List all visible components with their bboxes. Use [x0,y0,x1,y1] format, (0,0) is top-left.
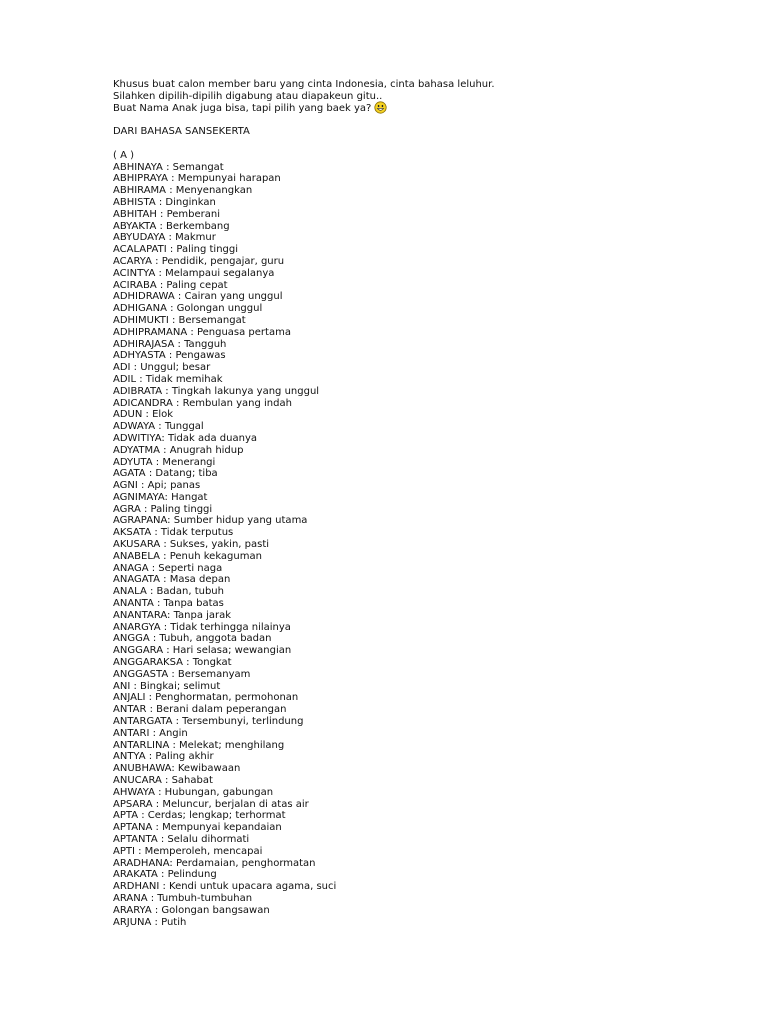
entry-line: AKUSARA : Sukses, yakin, pasti [113,539,270,551]
entry-line: ADHIDRAWA : Cairan yang unggul [113,291,283,303]
entry-line: APTANTA : Selalu dihormati [113,834,250,845]
entry-line: ANARGYA : Tidak terhingga nilainya [113,621,291,633]
entry-line: ANAGA : Seperti naga [113,562,223,574]
entry-line: AGNIMAYA: Hangat [113,491,208,503]
entry-line: ADHIRAJASA : Tangguh [113,338,227,350]
entry-line: ANALA : Badan, tubuh [113,586,224,598]
entry-line: AGATA : Datang; tiba [113,468,218,480]
entry-line: AHWAYA : Hubungan, gabungan [113,786,274,798]
entry-line: ARDHANI : Kendi untuk upacara agama, suci [113,881,337,893]
entry-line: AKSATA : Tidak terputus [113,527,234,539]
entry-line: ANGGASTA : Bersemanyam [113,668,251,680]
entry-line: ABHITAH : Pemberani [113,208,221,220]
entry-line: ADHIMUKTI : Bersemangat [113,314,246,326]
entry-line: APTANA : Mempunyai kepandaian [113,822,282,834]
intro-line-3-text: Buat Nama Anak juga bisa, tapi pilih yang baek ya? [113,102,372,114]
entry-line: ADI : Unggul; besar [113,362,211,374]
entry-line: ANTAR : Berani dalam peperangan [113,704,287,716]
entry-line: AGRAPANA: Sumber hidup yang utama [113,515,308,527]
entry-line: ANJALI : Penghormatan, permohonan [113,692,299,704]
entry-line: ANAGATA : Masa depan [113,574,231,586]
entry-line: ANUCARA : Sahabat [113,775,213,787]
intro-line-2: Silahken dipilih-dipilih digabung atau diapakeun gitu.. [113,90,383,102]
entry-line: APTI : Memperoleh, mencapai [113,845,263,857]
entry-line: ADWAYA : Tunggal [113,421,204,433]
entry-line: ANI : Bingkai; selimut [113,680,221,692]
entry-line: ANABELA : Penuh kekaguman [113,550,262,562]
entry-line: ACINTYA : Melampaui segalanya [113,267,275,279]
entry-line: ARARYA : Golongan bangsawan [113,904,270,916]
entry-line: ANANTARA: Tanpa jarak [113,609,232,621]
entry-line: ANUBHAWA: Kewibawaan [113,763,241,775]
entry-line: ADIL : Tidak memihak [113,373,223,385]
smiley-icon [374,101,387,114]
entry-line: ABHIPRAYA : Mempunyai harapan [113,173,281,185]
entry-line: AGNI : Api; panas [113,480,201,492]
entry-line: ABYUDAYA : Makmur [113,232,216,244]
entry-line: ADHIPRAMANA : Penguasa pertama [113,326,291,338]
entry-line: ABYAKTA : Berkembang [113,220,230,232]
entry-line: ADICANDRA : Rembulan yang indah [113,397,292,409]
entry-line: ANGGARAKSA : Tongkat [113,657,232,669]
entry-line: ADHIGANA : Golongan unggul [113,303,263,315]
entry-line: ANTARI : Angin [113,727,188,739]
entry-line: ANTYA : Paling akhir [113,751,214,763]
entry-line: ADYUTA : Menerangi [113,456,216,468]
entry-line: ARAKATA : Pelindung [113,869,217,881]
entry-line: AGRA : Paling tinggi [113,503,213,515]
entry-line: ARANA : Tumbuh-tumbuhan [113,892,253,904]
entry-line: ADWITIYA: Tidak ada duanya [113,432,257,444]
entry-line: ANANTA : Tanpa batas [113,598,224,610]
document-page [113,79,753,928]
intro-line-1: Khusus buat calon member baru yang cinta Indonesia, cinta bahasa leluhur. [113,79,495,90]
entry-line: ARADHANA: Perdamaian, penghormatan [113,857,316,869]
entry-list [113,162,753,929]
entry-line: ABHISTA : Dinginkan [113,196,216,208]
entry-line: ANGGARA : Hari selasa; wewangian [113,645,292,657]
entry-line: APSARA : Meluncur, berjalan di atas air [113,798,309,810]
section-title: DARI BAHASA SANSEKERTA [113,126,250,138]
entry-line: ACIRABA : Paling cepat [113,279,228,291]
entry-line: ANGGA : Tubuh, anggota badan [113,633,272,645]
entry-line: ANTARLINA : Melekat; menghilang [113,739,285,751]
entry-line: ABHINAYA : Semangat [113,161,224,173]
entry-line: ADUN : Elok [113,409,174,421]
entry-line: ACALAPATI : Paling tinggi [113,244,239,256]
letter-heading: ( A ) [113,149,135,161]
entry-line: ADYATMA : Anugrah hidup [113,444,244,456]
entry-line: APTA : Cerdas; lengkap; terhormat [113,810,286,822]
entry-line: ARJUNA : Putih [113,916,187,928]
intro-line-3 [113,103,753,115]
entry-line: ANTARGATA : Tersembunyi, terlindung [113,716,304,728]
entry-line: ABHIRAMA : Menyenangkan [113,185,253,197]
entry-line: ADIBRATA : Tingkah lakunya yang unggul [113,385,320,397]
entry-line: ACARYA : Pendidik, pengajar, guru [113,255,285,267]
entry-line: ADHYASTA : Pengawas [113,350,226,362]
